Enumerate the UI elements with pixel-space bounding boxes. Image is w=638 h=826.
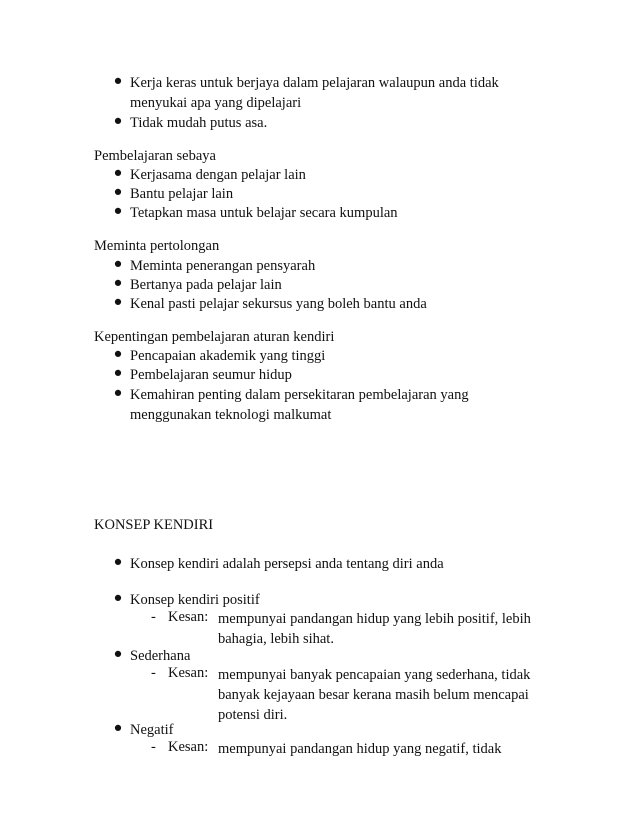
list-item: Negatif [130, 722, 174, 738]
section-heading-konsep: KONSEP KENDIRI [94, 517, 214, 533]
list-item: Kemahiran penting dalam persekitaran pembelajaran yang menggunakan teknologi malkumat [130, 387, 469, 423]
list-item: Kerjasama dengan pelajar lain [130, 167, 306, 183]
kesan-label: Kesan: [168, 739, 209, 755]
list-item: Konsep kendiri adalah persepsi anda tentang diri anda [130, 556, 444, 572]
bullet: ● [113, 346, 123, 362]
section-heading-importance: Kepentingan pembelajaran aturan kendiri [94, 329, 335, 345]
dash-marker: - [151, 665, 156, 681]
list-item: Bertanya pada pelajar lain [130, 277, 282, 293]
bullet: ● [113, 646, 123, 662]
bullet: ● [113, 365, 123, 381]
bullet: ● [113, 275, 123, 291]
list-item: Pencapaian akademik yang tinggi [130, 348, 326, 364]
bullet: ● [113, 554, 123, 570]
bullet: ● [113, 590, 123, 606]
list-item: Tetapkan masa untuk belajar secara kumpulan [130, 205, 398, 221]
bullet: ● [113, 720, 123, 736]
kesan-text: mempunyai pandangan hidup yang lebih positif, lebih bahagia, lebih sihat. [218, 611, 531, 647]
dash-marker: - [151, 739, 156, 755]
list-item: Meminta penerangan pensyarah [130, 258, 316, 274]
kesan-text: mempunyai banyak pencapaian yang sederhana, tidak banyak kejayaan besar kerana masih belum mencapai potensi diri. [218, 667, 531, 723]
bullet: ● [113, 294, 123, 310]
bullet: ● [113, 113, 123, 129]
section-heading-help: Meminta pertolongan [94, 238, 220, 254]
bullet: ● [113, 256, 123, 272]
list-item: Pembelajaran seumur hidup [130, 367, 292, 383]
list-item: Sederhana [130, 648, 191, 664]
list-item: Bantu pelajar lain [130, 186, 234, 202]
kesan-text: mempunyai pandangan hidup yang negatif, tidak [218, 741, 502, 757]
kesan-label: Kesan: [168, 609, 209, 625]
list-item: Konsep kendiri positif [130, 592, 260, 608]
bullet: ● [113, 203, 123, 219]
bullet: ● [113, 385, 123, 401]
kesan-label: Kesan: [168, 665, 209, 681]
list-item: Tidak mudah putus asa. [130, 115, 268, 131]
list-item: Kerja keras untuk berjaya dalam pelajaran walaupun anda tidak menyukai apa yang dipelajari [130, 75, 499, 111]
bullet: ● [113, 165, 123, 181]
dash-marker: - [151, 609, 156, 625]
bullet: ● [113, 184, 123, 200]
section-heading-peer: Pembelajaran sebaya [94, 148, 216, 164]
list-item: Kenal pasti pelajar sekursus yang boleh bantu anda [130, 296, 427, 312]
bullet: ● [113, 73, 123, 89]
